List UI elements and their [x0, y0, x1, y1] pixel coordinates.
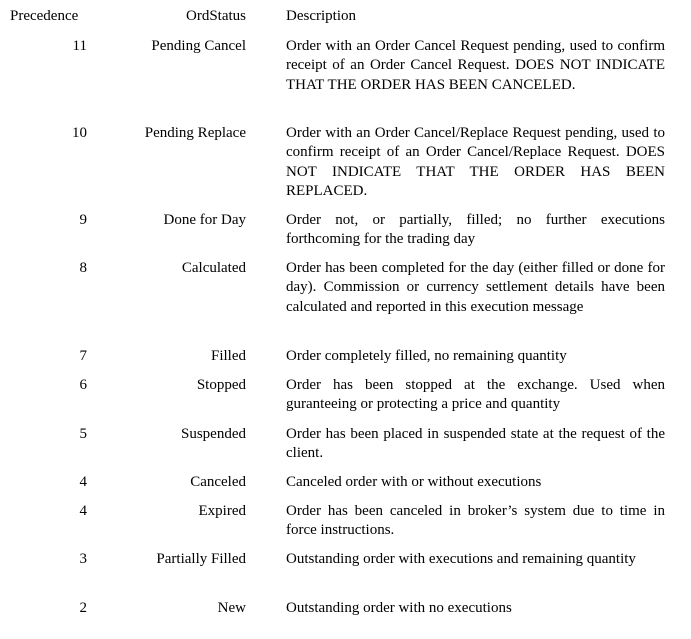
description-cell: Order with an Order Cancel/Replace Request pending, used to confirm receipt of an Order Cancel/Replace Request. DOES NOT INDICATE THAT THE ORDER HAS BEEN REPLACED.	[286, 125, 665, 200]
table-row	[0, 211, 691, 259]
precedence-cell: 7	[79, 348, 87, 364]
status-cell: Pending Cancel	[151, 38, 246, 54]
table-header-row	[0, 0, 691, 37]
table-row	[0, 550, 691, 599]
table-row	[0, 473, 691, 502]
status-cell: Expired	[198, 503, 246, 519]
header-description: Description	[286, 8, 356, 24]
description-cell: Order has been stopped at the exchange. Used when guranteeing or protecting a price and quantity	[286, 377, 665, 413]
table-row	[0, 347, 691, 376]
precedence-cell: 6	[79, 377, 87, 393]
table-row	[0, 37, 691, 124]
status-cell: Canceled	[190, 474, 246, 490]
description-cell: Outstanding order with no executions	[286, 600, 512, 616]
precedence-cell: 3	[79, 551, 87, 567]
description-cell: Order with an Order Cancel Request pending, used to confirm receipt of an Order Cancel Request. DOES NOT INDICATE THAT THE ORDER HAS BEEN CANCELED.	[286, 38, 665, 93]
status-cell: Partially Filled	[156, 551, 246, 567]
header-ordstatus: OrdStatus	[186, 8, 246, 24]
description-cell: Order not, or partially, filled; no further executions forthcoming for the trading day	[286, 212, 665, 248]
status-cell: Filled	[210, 348, 246, 364]
precedence-cell: 9	[79, 212, 87, 228]
description-cell: Outstanding order with executions and remaining quantity	[286, 551, 636, 567]
description-cell: Order completely filled, no remaining quantity	[286, 348, 567, 364]
table-row	[0, 259, 691, 347]
status-cell: Suspended	[181, 426, 246, 442]
precedence-cell: 10	[72, 125, 87, 141]
table-row	[0, 599, 691, 628]
status-cell: Done for Day	[163, 212, 246, 228]
status-cell: Stopped	[196, 377, 246, 393]
description-cell: Canceled order with or without executions	[286, 474, 542, 490]
status-cell: New	[217, 600, 246, 616]
precedence-cell: 11	[72, 38, 87, 54]
precedence-cell: 4	[79, 503, 87, 519]
status-cell: Calculated	[181, 260, 246, 276]
table-row	[0, 425, 691, 473]
table-row	[0, 124, 691, 211]
header-precedence: Precedence	[10, 8, 79, 24]
description-cell: Order has been placed in suspended state at the request of the client.	[286, 426, 665, 462]
precedence-cell: 8	[79, 260, 87, 276]
table-row	[0, 502, 691, 550]
precedence-cell: 2	[79, 600, 87, 616]
description-cell: Order has been canceled in broker’s system due to time in force instructions.	[286, 503, 665, 539]
description-cell: Order has been completed for the day (either filled or done for day). Commission or currency settlement details have been calculated and reported in this execution message	[286, 260, 665, 315]
precedence-cell: 5	[79, 426, 87, 442]
table-row	[0, 376, 691, 425]
precedence-cell: 4	[79, 474, 87, 490]
status-cell: Pending Replace	[144, 125, 246, 141]
